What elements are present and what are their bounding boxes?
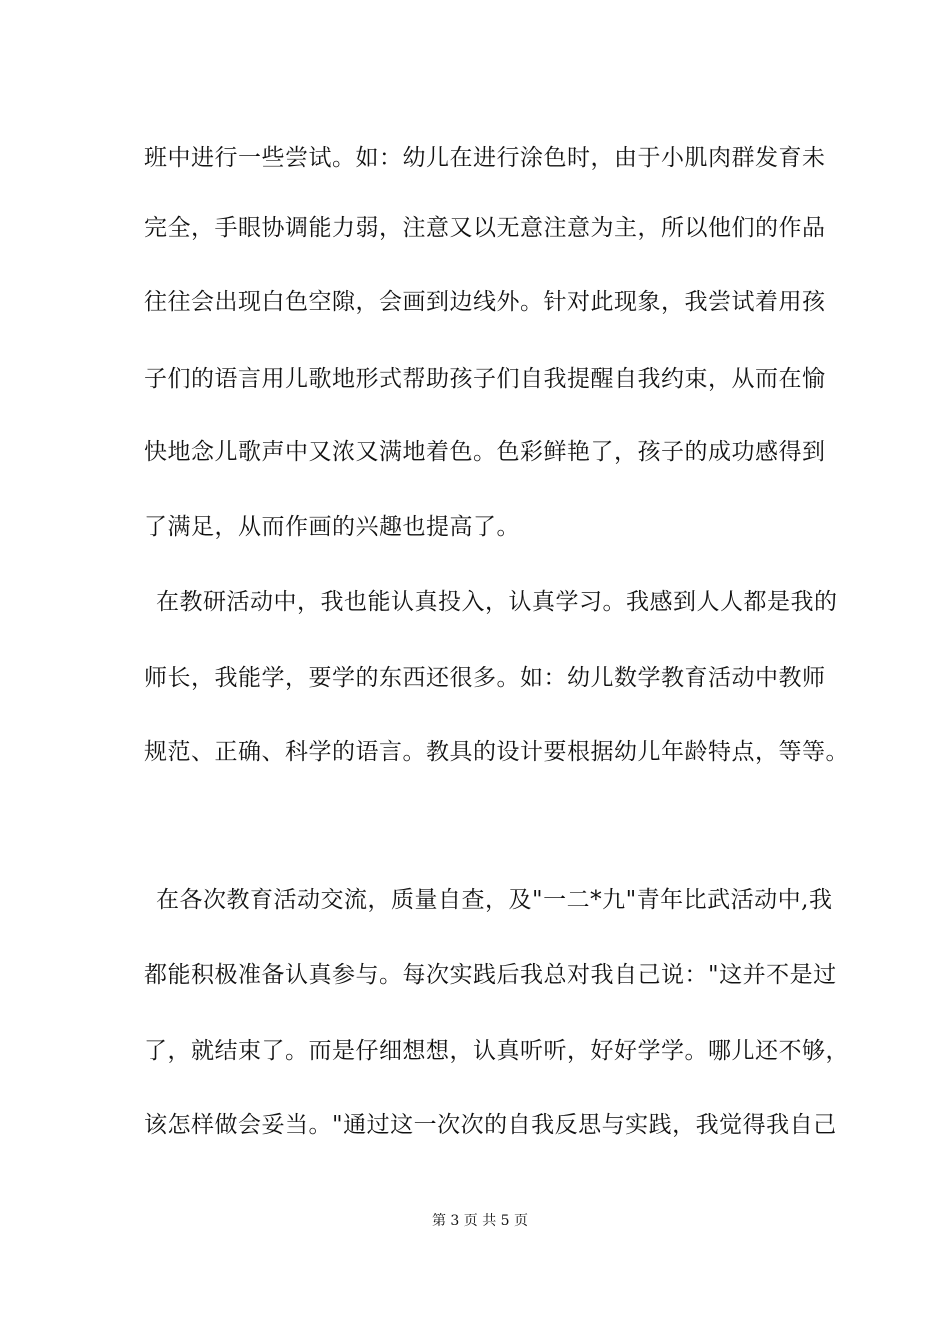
text-line: 师长，我能学，要学的东西还很多。如：幼儿数学教育活动中教师 (144, 665, 826, 691)
text-line: 完全，手眼协调能力弱，注意又以无意注意为主，所以他们的作品 (144, 215, 826, 241)
text-line: 班中进行一些尝试。如：幼儿在进行涂色时，由于小肌肉群发育未 (144, 145, 826, 171)
text-line: 该怎样做会妥当。"通过这一次次的自我反思与实践，我觉得我自己 (144, 1112, 837, 1138)
text-line: 规范、正确、科学的语言。教具的设计要根据幼儿年龄特点，等等。 (144, 739, 849, 765)
text-line: 子们的语言用儿歌地形式帮助孩子们自我提醒自我约束，从而在愉 (144, 366, 826, 392)
paragraph-first-line: 在各次教育活动交流，质量自查，及"一二*九"青年比武活动中,我 (156, 887, 833, 913)
text-line: 都能积极准备认真参与。每次实践后我总对我自己说："这并不是过 (144, 962, 837, 988)
text-line: 了，就结束了。而是仔细想想，认真听听，好好学学。哪儿还不够， (144, 1038, 849, 1064)
paragraph-first-line: 在教研活动中，我也能认真投入，认真学习。我感到人人都是我的 (156, 589, 838, 615)
text-line: 往往会出现白色空隙，会画到边线外。针对此现象，我尝试着用孩 (144, 289, 826, 315)
text-line: 了满足，从而作画的兴趣也提高了。 (144, 514, 520, 540)
text-line: 快地念儿歌声中又浓又满地着色。色彩鲜艳了，孩子的成功感得到 (144, 439, 826, 465)
page-number-footer: 第 3 页 共 5 页 (431, 1213, 529, 1229)
